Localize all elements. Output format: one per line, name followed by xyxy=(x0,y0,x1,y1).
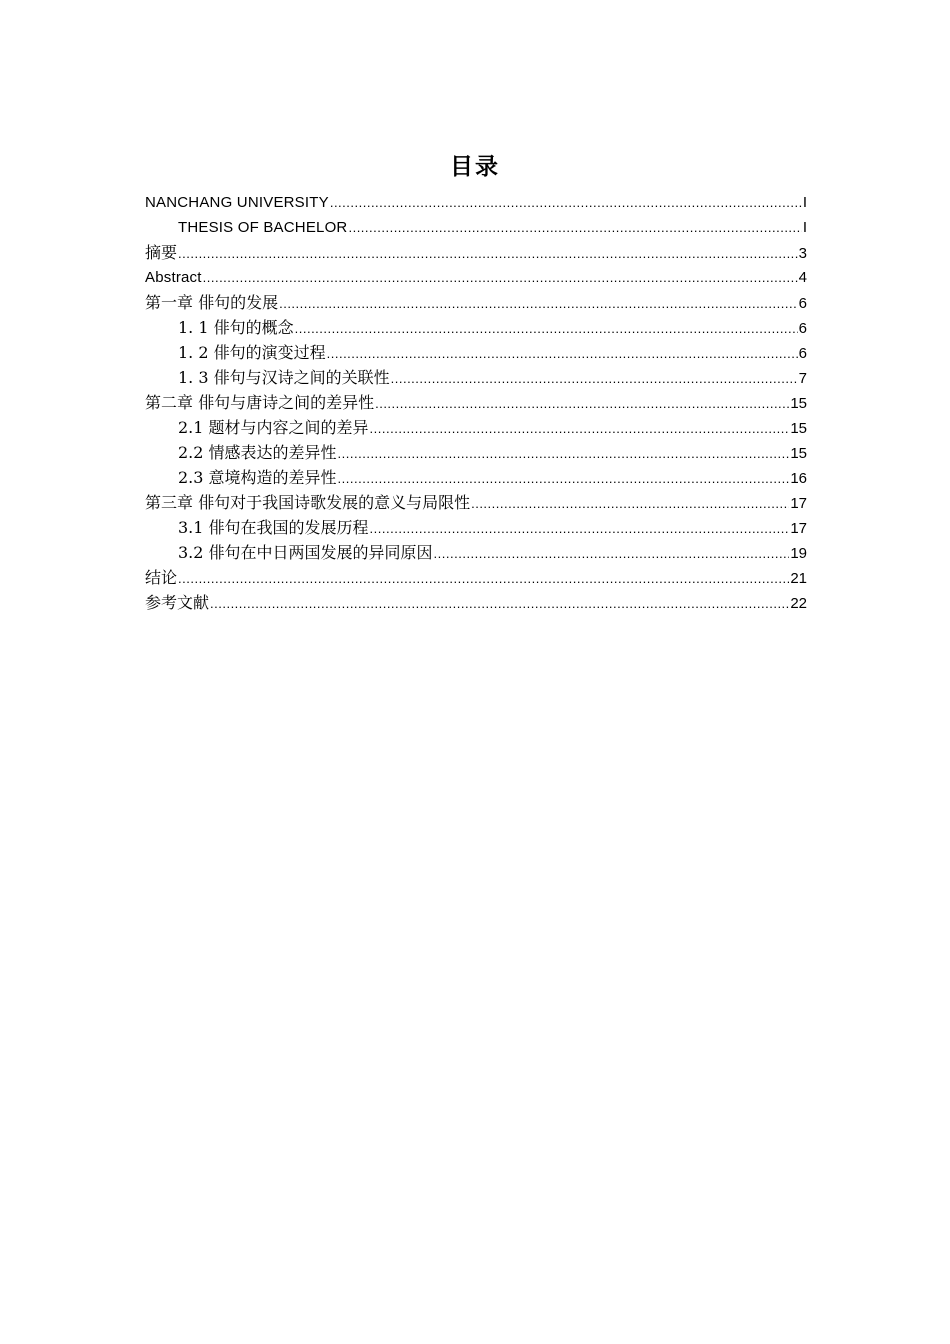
toc-entry-page: 7 xyxy=(798,370,807,387)
toc-entry[interactable] xyxy=(145,240,807,265)
toc-entry[interactable] xyxy=(145,415,807,440)
toc-entry-label: 3.2 俳句在中日两国发展的异同原因 xyxy=(178,543,433,562)
toc-entry-page: 16 xyxy=(790,470,807,487)
toc-entry-page: 22 xyxy=(790,595,807,612)
toc-leader-dots xyxy=(370,416,790,441)
toc-leader-dots xyxy=(338,466,790,491)
toc-entry-label: 参考文献 xyxy=(145,593,210,612)
toc-entry[interactable] xyxy=(145,215,807,240)
toc-entry-label: 第三章 俳句对于我国诗歌发展的意义与局限性 xyxy=(145,493,471,512)
toc-entry-label: THESIS OF BACHELOR xyxy=(178,219,348,236)
toc-leader-dots xyxy=(471,491,789,516)
toc-entry-label: Abstract xyxy=(145,269,202,286)
toc-leader-dots xyxy=(391,366,798,391)
toc-entry-page: 6 xyxy=(798,295,807,312)
toc-leader-dots xyxy=(295,316,798,341)
toc-entry-page: 17 xyxy=(790,520,807,537)
toc-entry-page: 17 xyxy=(790,495,807,512)
toc-entry[interactable] xyxy=(145,190,807,215)
toc-entry-label: 1. 3 俳句与汉诗之间的关联性 xyxy=(178,368,390,387)
toc-entry-label: 1. 1 俳句的概念 xyxy=(178,318,294,337)
toc-leader-dots xyxy=(210,591,789,616)
toc-entry[interactable] xyxy=(145,540,807,565)
toc-entry[interactable] xyxy=(145,490,807,515)
toc-entry[interactable] xyxy=(145,265,807,290)
toc-entry-page: 15 xyxy=(790,395,807,412)
toc-entry-page: 4 xyxy=(798,269,807,286)
toc-entry[interactable] xyxy=(145,290,807,315)
toc-entry-label: 结论 xyxy=(145,568,178,587)
toc-entry-page: 6 xyxy=(798,345,807,362)
toc-entry[interactable] xyxy=(145,365,807,390)
toc-entry-label: 3.1 俳句在我国的发展历程 xyxy=(178,518,369,537)
toc-leader-dots xyxy=(434,541,790,566)
toc-entry-page: 21 xyxy=(790,570,807,587)
toc-entry[interactable] xyxy=(145,590,807,615)
toc-entry-page: 15 xyxy=(790,445,807,462)
toc-title: 目录 xyxy=(450,154,500,180)
toc-leader-dots xyxy=(375,391,789,416)
toc-entry-label: 1. 2 俳句的演变过程 xyxy=(178,343,326,362)
toc-entry[interactable] xyxy=(145,340,807,365)
toc-entry[interactable] xyxy=(145,440,807,465)
toc-leader-dots xyxy=(178,241,798,266)
toc-entry-label: 2.1 题材与内容之间的差异 xyxy=(178,418,369,437)
toc-leader-dots xyxy=(338,441,790,466)
toc-entry-label: 2.3 意境构造的差异性 xyxy=(178,468,337,487)
toc-leader-dots xyxy=(178,566,789,591)
toc-entry[interactable] xyxy=(145,315,807,340)
toc-entry-page: I xyxy=(802,219,807,236)
toc-entry-page: 15 xyxy=(790,420,807,437)
toc-entry-label: 第二章 俳句与唐诗之间的差异性 xyxy=(145,393,375,412)
toc-entry-page: 6 xyxy=(798,320,807,337)
toc-entry[interactable] xyxy=(145,390,807,415)
toc-leader-dots xyxy=(279,291,798,316)
toc-leader-dots xyxy=(370,516,790,541)
table-of-contents xyxy=(145,190,807,615)
toc-entry[interactable] xyxy=(145,565,807,590)
toc-entry[interactable] xyxy=(145,515,807,540)
toc-entry-page: 19 xyxy=(790,545,807,562)
toc-entry-label: 2.2 情感表达的差异性 xyxy=(178,443,337,462)
toc-leader-dots xyxy=(203,265,798,290)
toc-entry-label: 摘要 xyxy=(145,243,178,262)
toc-entry-page: I xyxy=(802,194,807,211)
toc-entry-page: 3 xyxy=(798,245,807,262)
toc-leader-dots xyxy=(348,215,801,240)
toc-leader-dots xyxy=(327,341,798,366)
toc-leader-dots xyxy=(330,190,802,215)
toc-entry-label: NANCHANG UNIVERSITY xyxy=(145,194,329,211)
toc-entry-label: 第一章 俳句的发展 xyxy=(145,293,279,312)
toc-entry[interactable] xyxy=(145,465,807,490)
